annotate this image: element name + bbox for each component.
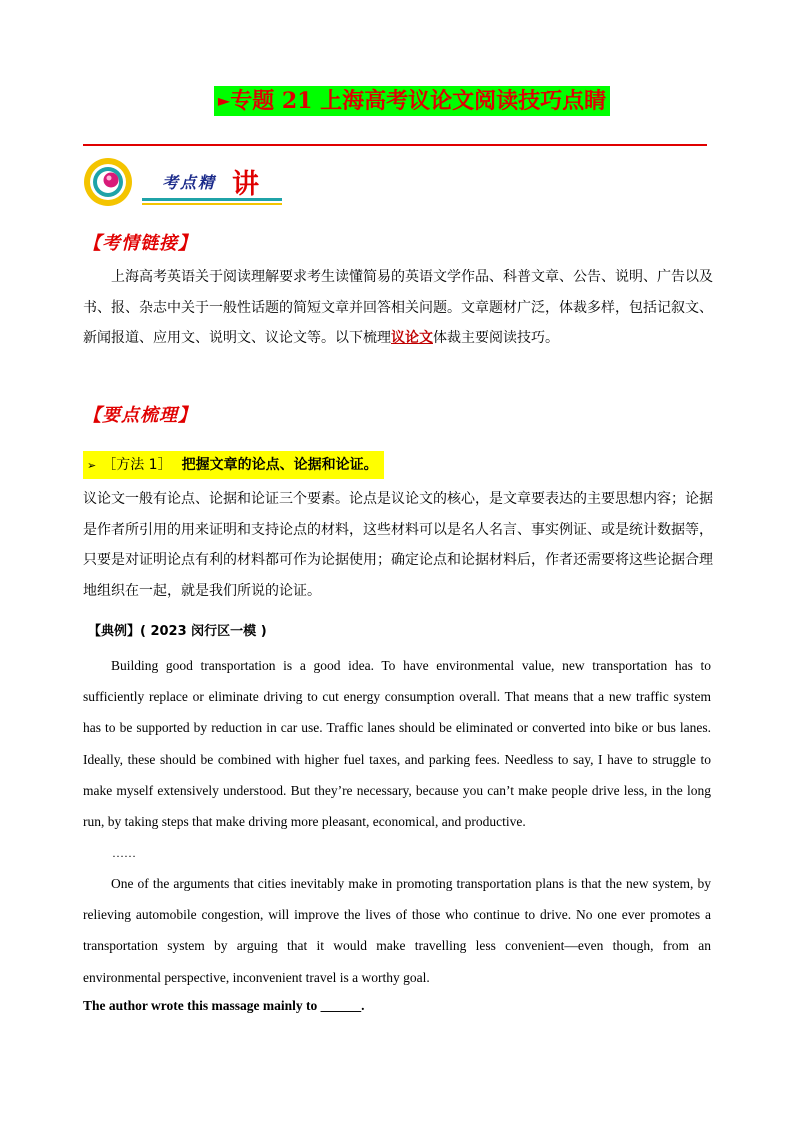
play-arrow-icon: ► bbox=[217, 91, 231, 110]
keyword-argumentative: 议论文 bbox=[391, 330, 433, 346]
exam-info-text: 上海高考英语关于阅读理解要求考生读懂简易的英语文学作品、科普文章、公告、说明、广告以及书、报、杂志中关于一般性话题的简短文章并回答相关问题。文章题材广泛，体裁多样，包括记叙文、新闻报道、应用文、说明文、议论文等。以下梳理 bbox=[83, 269, 713, 346]
passage-text-2: One of the arguments that cities inevitably make in promoting transportation plans is that the new system, by relieving automobile congestion, will improve the lives of those who continue to drive. No one ever promotes a transportation system by arguing that it would make travelling less convenient—even though, from an environmental perspective, inconvenient travel is a worthy goal. bbox=[83, 876, 711, 985]
badge-big-char: 讲 bbox=[232, 169, 259, 200]
exam-info-paragraph bbox=[83, 262, 717, 354]
passage-text-1: Building good transportation is a good idea. To have environmental value, new transportation has to sufficiently replace or eliminate driving to cut energy consumption overall. That means that a new traffic system has to be supported by reduction in car use. Traffic lanes should be eliminated or converted into bike or bus lanes. Ideally, these should be combined with higher fuel taxes, and parking fees. Needless to say, I have to struggle to make myself extensively understood. But they’re necessary, because you can’t make people drive less, in the long run, by taking steps that make driving more pleasant, economical, and productive. bbox=[83, 658, 711, 830]
badge-label: 考点精 bbox=[162, 173, 217, 192]
page-title bbox=[214, 86, 610, 116]
passage-paragraph-2 bbox=[83, 868, 711, 993]
method-body-paragraph: 议论文一般有论点、论据和论证三个要素。论点是议论文的核心，是文章要表达的主要思想内容；论据是作者所引用的用来证明和支持论点的材料，这些材料可以是名人名言、事实例证、或是统计数据等，只要是对证明论点有利的材料都可作为论据使用；确定论点和论据材料后，作者还需要将这些论据合理地组织在一起，就是我们所说的论证。 bbox=[83, 491, 713, 599]
title-row bbox=[0, 86, 794, 116]
method-label: ［方法 1］ bbox=[102, 457, 172, 473]
question-stem: The author wrote this massage mainly to ______. bbox=[83, 998, 365, 1013]
arrow-bullet-icon: ➢ bbox=[87, 459, 97, 472]
example-label: 【典例】( 2023 闵行区一模 ) bbox=[88, 624, 267, 639]
method-banner bbox=[83, 451, 384, 479]
exam-info-text-end: 体裁主要阅读技巧。 bbox=[433, 330, 559, 346]
section-heading-exam-info: 【考情链接】 bbox=[83, 233, 197, 254]
passage-paragraph-1 bbox=[83, 650, 711, 837]
title-divider bbox=[83, 144, 707, 146]
page-title-text: 专题 21 上海高考议论文阅读技巧点睛 bbox=[230, 88, 607, 114]
method-text: 把握文章的论点、论据和论证。 bbox=[181, 457, 378, 473]
passage-ellipsis: …… bbox=[112, 846, 136, 860]
section-heading-key-points: 【要点梳理】 bbox=[83, 405, 197, 426]
